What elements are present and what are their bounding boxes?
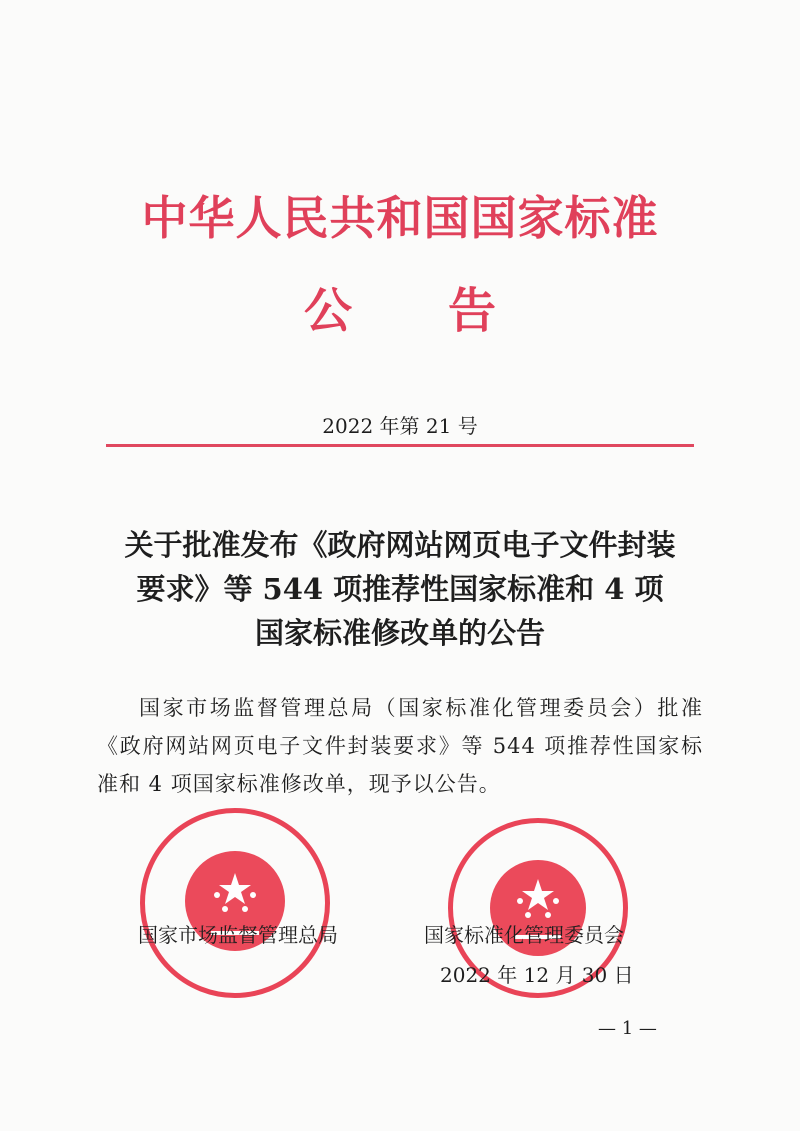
announcement-label-char: 公 [303,283,352,339]
announcement-body: 国家市场监督管理总局（国家标准化管理委员会）批准《政府网站网页电子文件封装要求》等 544 项推荐性国家标准和 4 项国家标准修改单，现予以公告。 [97,696,703,796]
document-title: 中华人民共和国国家标准 [141,191,659,245]
issuer-right: 国家标准化管理委员会 [424,923,624,947]
red-divider [106,444,694,447]
headline-line: 国家标准修改单的公告 [254,616,545,650]
announcement-headline [90,523,710,655]
issuer-left: 国家市场监督管理总局 [138,923,338,947]
seal-stars-icon [145,813,325,993]
announcement-label-char: 告 [448,283,497,339]
issue-date: 2022 年 12 月 30 日 [440,963,634,987]
official-seal-left [140,808,330,998]
headline-line: 要求》等 544 项推荐性国家标准和 4 项 [136,572,664,606]
page-number: — 1 — [598,1018,657,1039]
announcement-label [0,283,800,339]
headline-line: 关于批准发布《政府网站网页电子文件封装 [124,528,676,562]
document-number: 2022 年第 21 号 [322,414,478,438]
